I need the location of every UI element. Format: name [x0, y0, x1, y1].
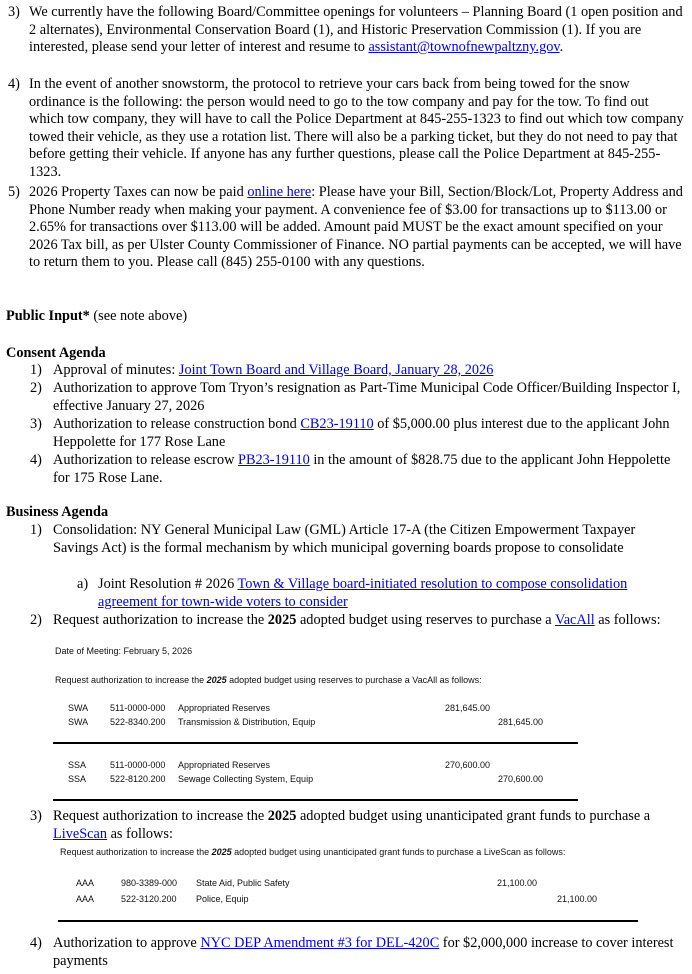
table-cell-acct: 522-8120.200 [110, 774, 166, 784]
item-number: 3) [8, 4, 20, 20]
table-cell-credit: 281,645.00 [497, 717, 543, 727]
item-number: 5) [8, 184, 20, 200]
consent-item [53, 362, 688, 380]
consent-item [53, 416, 673, 451]
announcement-taxes [29, 184, 689, 272]
item-number: 4) [30, 452, 42, 468]
table-cell-desc: Police, Equip [196, 894, 249, 904]
text: (see note above) [89, 308, 188, 324]
text: Request authorization to increase the [55, 675, 207, 685]
table-cell-fund: SWA [68, 717, 89, 727]
table-cell-fund: SSA [68, 774, 87, 784]
table-cell-desc: State Aid, Public Safety [196, 878, 290, 888]
table-cell-credit: 270,600.00 [497, 774, 543, 784]
dep-amendment-link[interactable]: NYC DEP Amendment #3 for DEL-420C [200, 935, 440, 951]
table-cell-debit: 281,645.00 [444, 703, 490, 713]
divider [53, 742, 578, 744]
table-cell-debit: 21,100.00 [496, 878, 537, 888]
year: 2025 [206, 675, 227, 685]
text: Authorization to release escrow [53, 452, 238, 468]
consent-agenda-heading: Consent Agenda [6, 345, 106, 361]
business-item-consolidation: Consolidation: NY General Municipal Law (GML) Article 17-A (the Citizen Empowerment Taxpayer Savings Act) is the formal mechanism by which municipal governing boards propose to consolidate [53, 522, 636, 556]
table-cell-fund: SSA [68, 760, 87, 770]
table-cell-acct: 511-0000-000 [110, 760, 166, 770]
business-item-livescan [53, 808, 683, 843]
item-number: 4) [8, 76, 20, 92]
item-number: 2) [30, 380, 42, 396]
minutes-link[interactable]: Joint Town Board and Village Board, January 28, 2026 [178, 362, 494, 378]
item-number: 2) [30, 612, 42, 628]
announcement-snowstorm: In the event of another snowstorm, the protocol to retrieve your cars back from being towed for the snow ordinance is the following: the person would need to go to the tow company and pay for the tow. To find out which tow company, they will have to call the Police Department at 845-255-1323 to find out which tow company towed their vehicle, as they use a rotation list. There will also be a parking ticket, but they do not need to pay that before getting their vehicle. If anyone has any further questions, please call the Police Department at 845-255-1323. [29, 76, 684, 180]
text: adopted budget using reserves to purchase a [296, 612, 555, 628]
table2-request [60, 847, 565, 857]
text: of $5,000.00 plus interest due to the applicant John Heppolette for 177 Rose Lane [53, 416, 670, 450]
bond-link[interactable]: CB23-19110 [300, 416, 374, 432]
text: 2026 Property Taxes can now be paid [29, 184, 248, 200]
online-payment-link[interactable]: online here [247, 184, 312, 200]
table1-request [55, 675, 482, 685]
text: adopted budget using reserves to purchase a VacAll as follows: [226, 675, 482, 685]
year: 2025 [267, 612, 297, 628]
text: as follows: [107, 825, 173, 842]
business-agenda-heading: Business Agenda [6, 504, 109, 520]
text: in the amount of $828.75 due to the applicant John Heppolette for 175 Rose Lane. [53, 452, 671, 486]
text: Request authorization to increase the [60, 847, 212, 857]
item-number: 1) [30, 362, 42, 378]
text: Authorization to release construction bond [53, 416, 301, 432]
text: Request authorization to increase the [53, 612, 268, 628]
consent-item: Authorization to approve Tom Tryon’s resignation as Part-Time Municipal Code Officer/Building Inspector I, effective January 27, 2026 [53, 380, 681, 414]
text: Request authorization to increase the [53, 808, 268, 824]
meeting-date: Date of Meeting: February 5, 2026 [55, 646, 193, 656]
table-cell-fund: SWA [68, 703, 89, 713]
year: 2025 [267, 808, 297, 824]
text: Authorization to approve [53, 935, 201, 951]
table-cell-acct: 522-8340.200 [110, 717, 166, 727]
escrow-link[interactable]: PB23-19110 [238, 452, 310, 468]
text: : Please have your Bill, Section/Block/Lot, Property Address and Phone Number ready when making your payment. A convenience fee of $3.00 for transactions up to $113.00 or 2.65% for transactions over $113.00 will be added. Amount paid MUST be the exact amount specified on your 2026 Tax bill, as per Ulster County Commissioner of Finance. NO partial payments can be accepted, we will have to return them to you. Please call (845) 255-0100 with any questions. [29, 184, 683, 270]
business-item-dep-amendment [53, 935, 683, 970]
text: as follows: [594, 612, 661, 628]
consent-item [53, 452, 673, 487]
table-cell-desc: Appropriated Reserves [178, 760, 271, 770]
table-cell-credit: 21,100.00 [556, 894, 597, 904]
text: adopted budget using unanticipated grant funds to purchase a LiveScan as follows: [231, 847, 566, 857]
consolidation-resolution-link[interactable]: Town & Village board-initiated resolution to compose consolidation agreement for town-wide voters to consider [98, 576, 628, 610]
text: adopted budget using unanticipated grant funds to purchase a [296, 808, 651, 824]
table-cell-desc: Appropriated Reserves [178, 703, 271, 713]
announcement-openings [29, 4, 684, 57]
business-item-vacall [53, 612, 683, 630]
livescan-link[interactable]: LiveScan [53, 825, 107, 842]
public-input-heading: Public Input* [6, 308, 90, 324]
table-cell-fund: AAA [76, 878, 95, 888]
sub-item-letter: a) [77, 576, 89, 592]
table-cell-acct: 511-0000-000 [110, 703, 166, 713]
assistant-email-link[interactable]: assistant@townofnewpaltzny.gov [368, 39, 560, 55]
table-cell-desc: Transmission & Distribution, Equip [178, 717, 316, 727]
divider [53, 799, 578, 801]
table-cell-desc: Sewage Collecting System, Equip [178, 774, 314, 784]
item-number: 3) [30, 808, 42, 824]
year: 2025 [211, 847, 232, 857]
business-sub-item [98, 576, 683, 611]
item-number: 3) [30, 416, 42, 432]
public-input [6, 308, 187, 326]
table-cell-acct: 522-3120.200 [121, 894, 177, 904]
text: We currently have the following Board/Committee openings for volunteers – Planning Board (1 open position and 2 alternates), Environmental Conservation Board (1), and Historic Preservation Commission (1). If you are interested, please send your letter of interest and resume to [29, 4, 683, 55]
text: . [559, 39, 564, 55]
text: Joint Resolution # 2026 [98, 576, 238, 592]
table-cell-fund: AAA [76, 894, 95, 904]
item-number: 1) [30, 522, 42, 538]
table-cell-debit: 270,600.00 [444, 760, 490, 770]
table-cell-acct: 980-3389-000 [121, 878, 178, 888]
text: for $2,000,000 increase to cover interest payments [53, 935, 674, 969]
text: Approval of minutes: [53, 362, 179, 378]
vacall-link[interactable]: VacAll [554, 612, 595, 628]
item-number: 4) [30, 935, 42, 951]
divider [58, 920, 638, 922]
